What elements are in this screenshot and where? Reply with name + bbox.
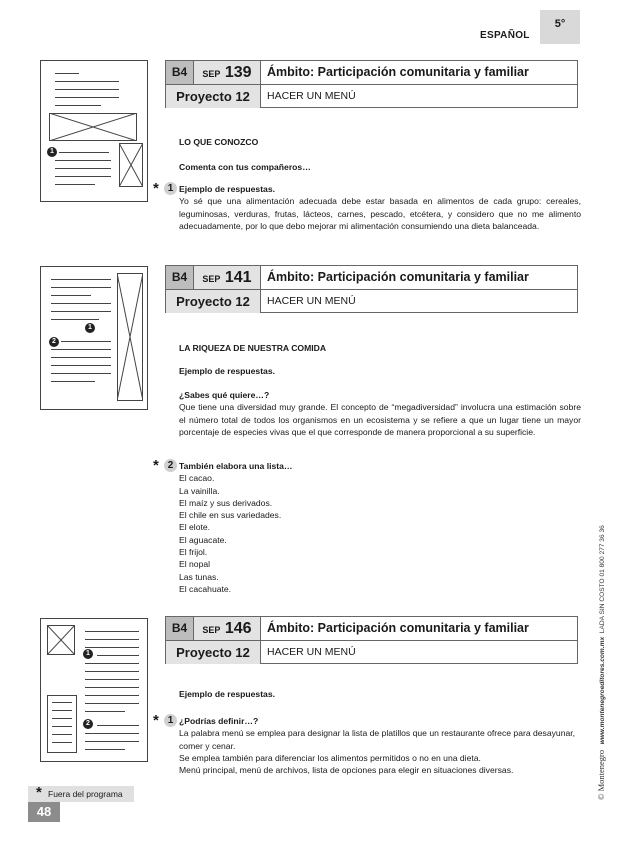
section-header-141 (165, 265, 578, 313)
publisher-phone: LADA SIN COSTO 01 800 277 36 36 (599, 525, 606, 634)
answer-marker-2: 2 (164, 459, 177, 472)
publisher-url[interactable]: www.montenegroeditores.com.mx (599, 636, 606, 745)
project-label: Proyecto 12 (166, 290, 261, 313)
list-item: El frijol. (179, 547, 208, 558)
ambito-title: Ámbito: Participación comunitaria y familiar (267, 621, 529, 635)
star-icon: * (153, 712, 159, 729)
instruction-text: Ejemplo de respuestas. (179, 366, 275, 376)
star-icon: * (153, 180, 159, 197)
definition-line: Se emplea también para diferenciar los alimentos permitidos o no en una dieta. (179, 752, 481, 763)
question-heading: ¿Podrías definir…? (179, 716, 259, 726)
text-frame (47, 695, 77, 753)
project-title: HACER UN MENÚ (267, 90, 356, 102)
subject-label: ESPAÑOL (480, 30, 530, 41)
instruction-text: Ejemplo de respuestas. (179, 689, 275, 699)
definition-block (179, 715, 581, 776)
thumb-marker-1: 1 (85, 323, 95, 333)
list-item: Las tunas. (179, 571, 219, 582)
block-badge: B4 (166, 266, 193, 289)
block-badge: B4 (166, 61, 193, 84)
section-heading: LA RIQUEZA DE NUESTRA COMIDA (179, 343, 327, 353)
section-heading: LO QUE CONOZCO (179, 137, 259, 147)
list-item: El chile en sus variedades. (179, 510, 282, 521)
answer-block (179, 183, 581, 232)
answer-heading: Ejemplo de respuestas. (179, 184, 275, 194)
answer-body: Yo sé que una alimentación adecuada debe estar basada en alimentos de cada grupo: cereales, leguminosas, verduras, frutas, lácteos, carnes, pescado, etcétera, y considero que no me alimento adecuadamente, por lo que debo mejorar mi alimentación consumiendo una dieta balanceada. (179, 196, 581, 231)
star-icon: * (153, 457, 159, 474)
ambito-title: Ámbito: Participación comunitaria y familiar (267, 270, 529, 284)
image-placeholder-icon (49, 113, 137, 141)
project-label: Proyecto 12 (166, 85, 261, 108)
list-item: El aguacate. (179, 534, 227, 545)
list-item: El nopal (179, 559, 211, 570)
answer-marker-1: 1 (164, 714, 177, 727)
footer-note: Fuera del programa (48, 789, 123, 799)
image-placeholder-icon (117, 273, 143, 401)
thumb-marker-1: 1 (47, 147, 57, 157)
list-item: El elote. (179, 522, 211, 533)
question-block (179, 389, 581, 438)
project-title: HACER UN MENÚ (267, 295, 356, 307)
sep-page-ref: SEP 141 (193, 266, 261, 289)
sep-page-ref: SEP 146 (193, 617, 261, 640)
page-thumbnail-139 (40, 60, 148, 202)
ambito-title: Ámbito: Participación comunitaria y familiar (267, 65, 529, 79)
star-icon: * (36, 784, 42, 801)
thumb-marker-1: 1 (83, 649, 93, 659)
definition-line: La palabra menú se emplea para designar la lista de platillos que un restaurante ofrece para desayunar, comer y cenar. (179, 728, 576, 751)
list-item: El cacahuate. (179, 583, 232, 594)
instruction-text: Comenta con tus compañeros… (179, 162, 311, 172)
image-placeholder-icon (47, 625, 75, 655)
project-label: Proyecto 12 (166, 641, 261, 664)
question-heading: ¿Sabes qué quiere…? (179, 390, 270, 400)
grade-tab: 5° (540, 10, 580, 44)
thumb-marker-2: 2 (49, 337, 59, 347)
list-item: La vainilla. (179, 485, 220, 496)
block-badge: B4 (166, 617, 193, 640)
list-item: El maíz y sus derivados. (179, 497, 273, 508)
thumb-marker-2: 2 (83, 719, 93, 729)
sep-page-ref: SEP 139 (193, 61, 261, 84)
list-heading: También elabora una lista… (179, 461, 293, 471)
question-answer: Que tiene una diversidad muy grande. El concepto de “megadiversidad” involucra una estimación sobre el número total de todos los organismos en un ecosistema y se refiere a que un lugar tiene un mayor porcentaje de especies vivas que el que corresponde de manera proporcional a su superficie. (179, 402, 581, 437)
page-thumbnail-146 (40, 618, 148, 762)
publisher-brand: © Montenegro (596, 749, 606, 800)
image-placeholder-icon (119, 143, 143, 187)
definition-line: Menú principal, menú de archivos, lista de opciones para elegir en situaciones diversas. (179, 765, 514, 776)
page-number: 48 (28, 802, 60, 822)
food-list (179, 460, 581, 595)
list-item: El cacao. (179, 473, 215, 484)
section-header-146 (165, 616, 578, 664)
page-thumbnail-141 (40, 266, 148, 410)
answer-marker-1: 1 (164, 182, 177, 195)
section-header-139 (165, 60, 578, 108)
project-title: HACER UN MENÚ (267, 646, 356, 658)
side-publisher-note (596, 525, 606, 800)
